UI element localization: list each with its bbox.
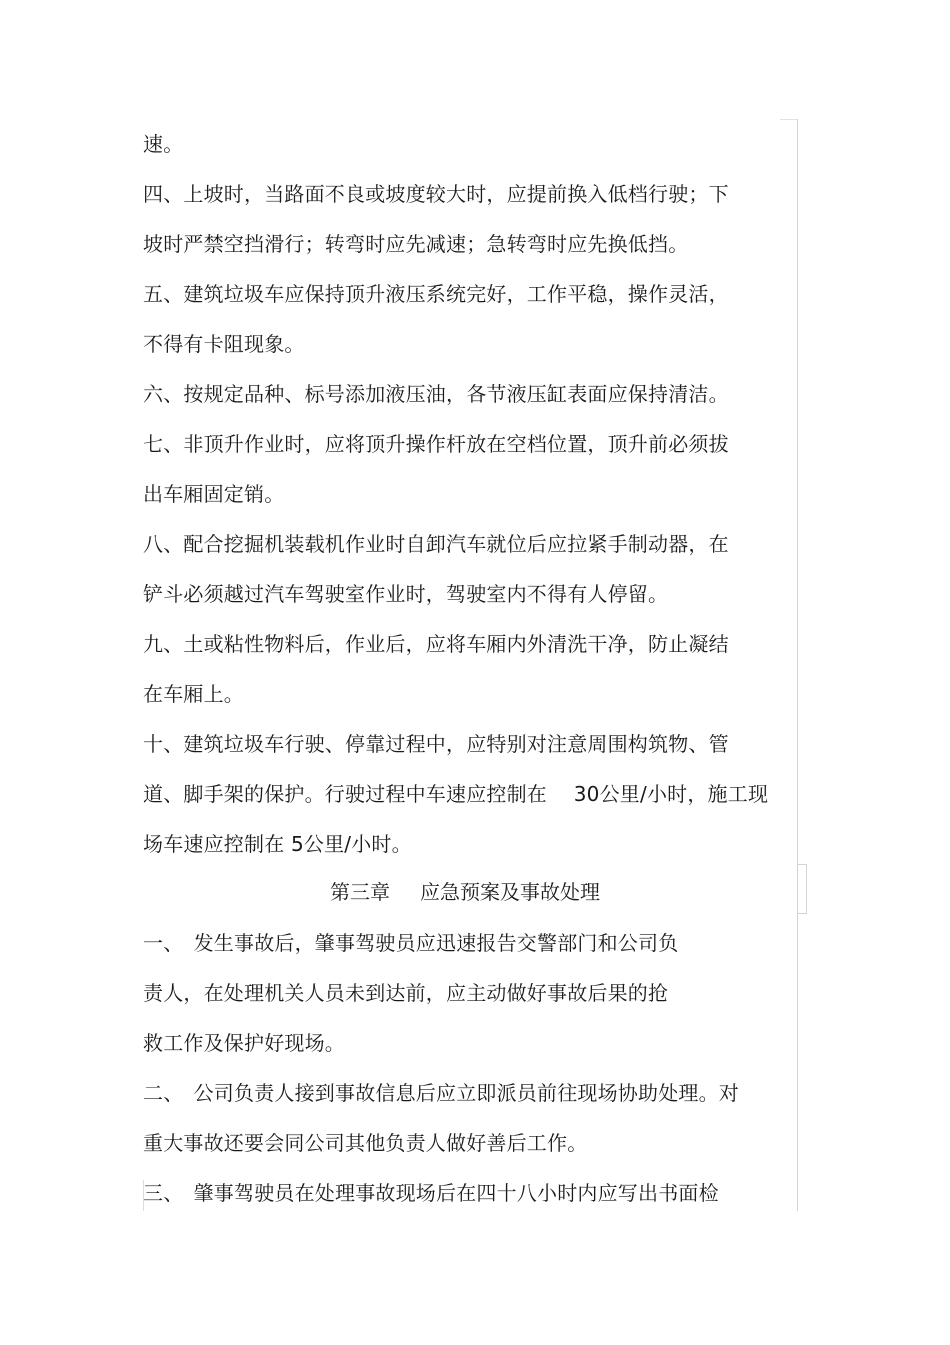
- chapter-title: 应急预案及事故处理: [420, 880, 600, 904]
- text-line: 速。: [143, 132, 184, 156]
- text-line: 坡时严禁空挡滑行；转弯时应先减速；急转弯时应先换低挡。: [143, 232, 689, 256]
- text-line: 三、 肇事驾驶员在处理事故现场后在四十八小时内应写出书面检: [143, 1181, 719, 1205]
- chapter-number: 第三章: [330, 880, 390, 904]
- text-line: 五、建筑垃圾车应保持顶升液压系统完好，工作平稳，操作灵活，: [143, 282, 729, 306]
- text-line: 八、配合挖掘机装载机作业时自卸汽车就位后应拉紧手制动器，在: [143, 532, 729, 556]
- text-line: 七、非顶升作业时，应将顶升操作杆放在空档位置，顶升前必须拔: [143, 432, 729, 456]
- chapter-heading: [330, 879, 600, 905]
- page-border-top: [780, 119, 797, 120]
- text-line: 出车厢固定销。: [143, 482, 285, 506]
- text-line: 责人，在处理机关人员未到达前，应主动做好事故后果的抢: [143, 981, 669, 1005]
- text-line: 救工作及保护好现场。: [143, 1031, 345, 1055]
- text-line: 十、建筑垃圾车行驶、停靠过程中，应特别对注意周围构筑物、管: [143, 732, 729, 756]
- text-line: 不得有卡阻现象。: [143, 332, 305, 356]
- text-line: 六、按规定品种、标号添加液压油，各节液压缸表面应保持清洁。: [143, 382, 729, 406]
- text-line: 二、 公司负责人接到事故信息后应立即派员前往现场协助处理。对: [143, 1081, 739, 1105]
- text-line: 一、 发生事故后，肇事驾驶员应迅速报告交警部门和公司负: [143, 931, 679, 955]
- text-line: 九、土或粘性物料后，作业后，应将车厢内外清洗干净，防止凝结: [143, 632, 729, 656]
- text-line: 道、脚手架的保护。行驶过程中车速应控制在 30公里/小时，施工现: [143, 782, 769, 806]
- page-border-right: [797, 119, 798, 1211]
- text-line: 在车厢上。: [143, 682, 244, 706]
- text-line: 四、上坡时，当路面不良或坡度较大时，应提前换入低档行驶；下: [143, 182, 729, 206]
- text-line: 铲斗必须越过汽车驾驶室作业时，驾驶室内不得有人停留。: [143, 582, 669, 606]
- text-line: 重大事故还要会同公司其他负责人做好善后工作。: [143, 1131, 588, 1155]
- page-border-notch: [797, 864, 807, 914]
- text-line: 场车速应控制在 5公里/小时。: [143, 832, 412, 856]
